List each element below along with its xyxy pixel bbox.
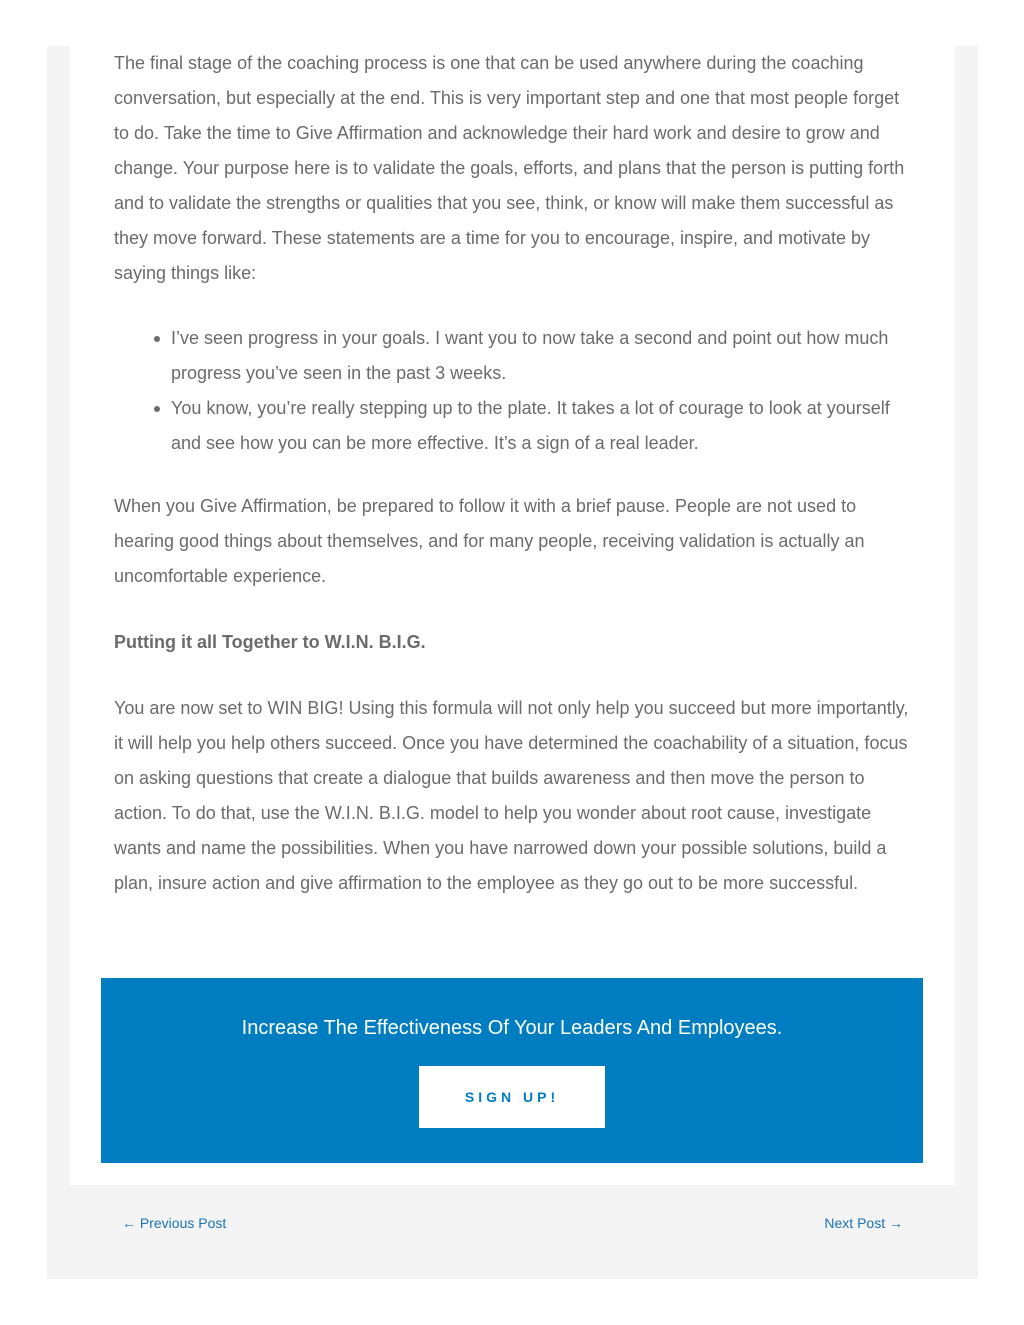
section-heading: Putting it all Together to W.I.N. B.I.G. (114, 632, 426, 652)
affirmation-examples-list (114, 321, 914, 461)
previous-post-link[interactable]: ← Previous Post (122, 1215, 227, 1231)
article-card (70, 46, 955, 1185)
list-item: You know, you’re really stepping up to the plate. It takes a lot of courage to look at yourself and see how you can be more effective. It’s a sign of a real leader. (171, 391, 914, 461)
next-post-link[interactable]: Next Post → (824, 1215, 903, 1231)
sign-up-button[interactable]: SIGN UP! (419, 1066, 605, 1128)
paragraph-give-affirmation: The final stage of the coaching process is one that can be used anywhere during the coaching conversation, but especially at the end. This is very important step and one that most people forget to do. Take the time to Give Affirmation and acknowledge their hard work and desire to grow and change. Your purpose here is to validate the goals, efforts, and plans that the person is putting forth and to validate the strengths or qualities that you see, think, or know will make them successful as they move forward. These statements are a time for you to encourage, inspire, and motivate by saying things like: (114, 53, 905, 283)
page-background (47, 46, 978, 1279)
list-item: I’ve seen progress in your goals. I want you to now take a second and point out how much progress you’ve seen in the past 3 weeks. (171, 321, 914, 391)
signup-banner (101, 978, 923, 1163)
article-content (114, 46, 914, 901)
signup-banner-title: Increase The Effectiveness Of Your Leaders And Employees. (241, 1017, 783, 1039)
paragraph-win-big: You are now set to WIN BIG! Using this formula will not only help you succeed but more importantly, it will help you help others succeed. Once you have determined the coachability of a situation, focus on asking questions that create a dialogue that builds awareness and then move the person to action. To do that, use the W.I.N. B.I.G. model to help you wonder about root cause, investigate wants and name the possibilities. When you have narrowed down your possible solutions, build a plan, insure action and give affirmation to the employee as they go out to be more successful. (114, 698, 909, 893)
paragraph-brief-pause: When you Give Affirmation, be prepared to follow it with a brief pause. People are not used to hearing good things about themselves, and for many people, receiving validation is actually an uncomfortable experience. (114, 496, 865, 586)
